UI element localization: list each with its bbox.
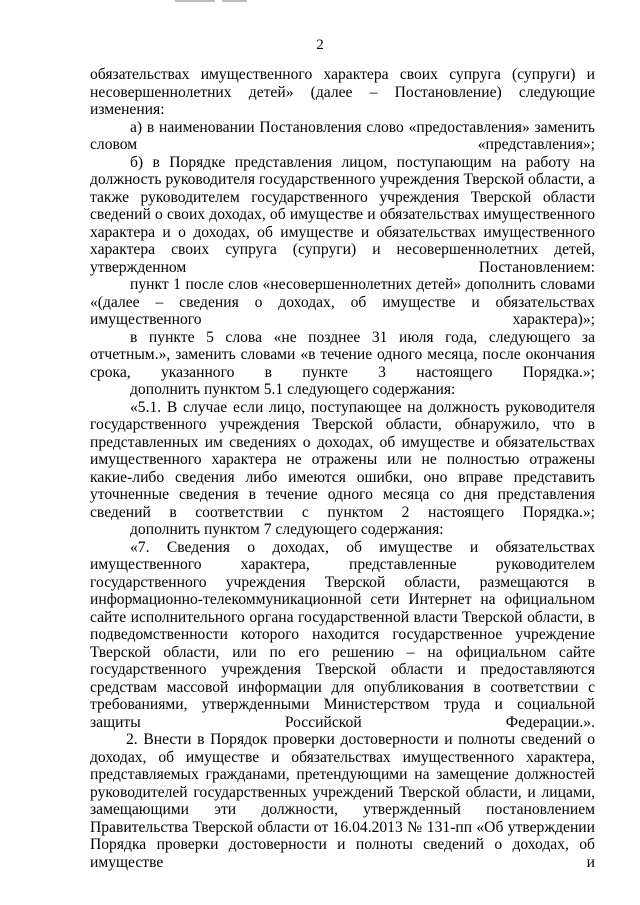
paragraph-continuation: обязательствах имущественного характера своих супруга (супруги) и несовершеннолетних детей» (далее – Постановление) следующие изменения: — [90, 66, 595, 118]
paragraph-point-1: пункт 1 после слов «несовершеннолетних детей» дополнить словами «(далее – сведения о доходах, об имуществе и обязательствах имущественного характера)»; — [90, 276, 595, 328]
paragraph-add-5-1: дополнить пунктом 5.1 следующего содержания: — [130, 381, 456, 398]
paragraph-add-7: дополнить пунктом 7 следующего содержания: — [130, 521, 444, 538]
paragraph-section-2: 2. Внести в Порядок проверки достоверности и полноты сведений о доходах, об имуществе и обязательствах имущественного характера, представляемых гражданами, претендующими на замещение должностей руководителей государственных учреждений Тверской области, и лицами, замещающими эти должности, утвержденный постановлением Правительства Тверской области от 16.04.2013 № 131-пп «Об утверждении Порядка проверки достоверности и полноты сведений о доходах, об имуществе и — [90, 731, 595, 871]
paragraph-point-7-text: «7. Сведения о доходах, об имуществе и обязательствах имущественного характера, представленные руководителем государственного учреждения Тверской области, размещаются в информационно-телекоммуникационной сети Интернет на официальном сайте исполнительного органа государственной власти Тверской области, в подведомственности которого находится государственное учреждение Тверской области, или по его решению – на официальном сайте государственного учреждения Тверской области и предоставляются средствам массовой информации для опубликования в соответствии с требованиями, утвержденными Министерством труда и социальной защиты Российской Федерации.». — [90, 538, 595, 731]
paragraph-point-5: в пункте 5 слова «не позднее 31 июля года, следующего за отчетным.», заменить словами «в течение одного месяца, после окончания срока, указанного в пункте 3 настоящего Порядка.»; — [90, 328, 595, 381]
paragraph-item-a: а) в наименовании Постановления слово «предоставления» заменить словом «представления»; — [90, 118, 595, 153]
paragraph-item-b: б) в Порядке представления лицом, поступающим на работу на должность руководителя государственного учреждения Тверской области, а также руководителем государственного учреждения Тверской области сведений о своих доходах, об имуществе и обязательствах имущественного характера и о доходах, об имуществе и обязательствах имущественного характера своих супруга (супруги) и несовершеннолетних детей, утвержденном Постановлением: — [90, 153, 595, 276]
paragraph-point-5-1-text: «5.1. В случае если лицо, поступающее на должность руководителя государственного учреждения Тверской области, обнаружило, что в представленных им сведениях о доходах, об имуществе и обязательствах имущественного характера не отражены или не полностью отражены какие-либо сведения либо имеются ошибки, оно вправе представить уточненные сведения в течение одного месяца со дня представления сведений в соответствии с пунктом 2 настоящего Порядка.»; — [90, 398, 595, 521]
scan-artifact-line — [175, 0, 215, 2]
document-body — [90, 66, 595, 871]
scan-artifact-line — [222, 0, 247, 2]
page-number: 2 — [316, 37, 324, 53]
